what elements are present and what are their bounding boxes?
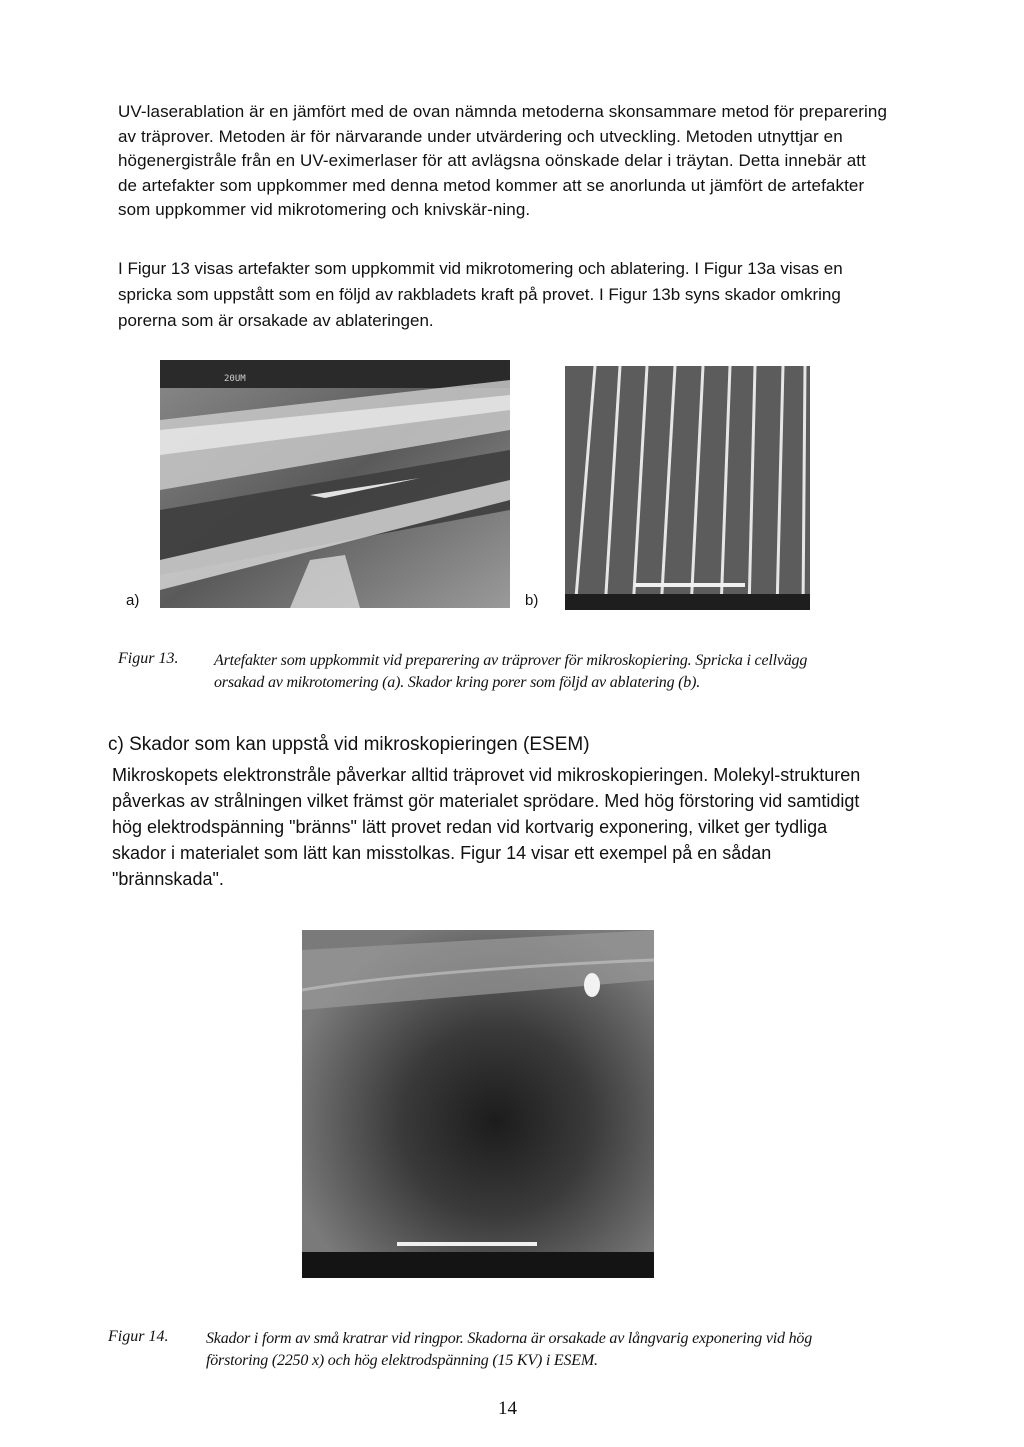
figure13-caption-text: Artefakter som uppkommit vid preparering av träprover för mikroskopiering. Spricka i cellvägg orsakad av mikrotomering (a). Skador kring porer som följd av ablatering (b). <box>214 652 808 691</box>
intro-paragraph: UV-laserablation är en jämfört med de ovan nämnda metoderna skonsammare metod för preparering av träprover. Metoden är för närvarande under utvärdering och utveckling. Metoden utnyttjar en högenergistråle från en UV-eximerlaser för att avlägsna oönskade delar i träytan. Detta innebär att de artefakter som uppkommer med denna metod kommer att se anorlunda ut jämfört de artefakter som uppkommer vid mikrotomering och knivskär-ning. <box>118 102 888 219</box>
figure13b-label: b) <box>525 592 539 609</box>
section-heading: c) Skador som kan uppstå vid mikroskopieringen (ESEM) <box>108 734 590 755</box>
figure14-caption-text: Skador i form av små kratrar vid ringpor. Skadorna är orsakade av långvarig exponering vid hög förstoring (2250 x) och hög elektrodspänning (15 KV) i ESEM. <box>206 1330 813 1369</box>
figure14-sem-image <box>302 930 654 1278</box>
figure13-caption-number: Figur 13. <box>118 650 179 667</box>
esem-damage-paragraph: Mikroskopets elektronstråle påverkar alltid träprovet vid mikroskopieringen. Molekyl-strukturen påverkas av strålningen vilket främst gör materialet sprödare. Med hög förstoring vid samtidigt hög elektrodspänning "bränns" lätt provet redan vid kortvarig exponering, vilket ger tydliga skador i materialet som lätt kan misstolkas. Figur 14 visar ett exempel på en sådan "brännskada". <box>112 765 861 889</box>
page-number: 14 <box>498 1398 517 1419</box>
figure13a-scale-label: 20UM <box>224 374 246 384</box>
figure13a-label: a) <box>126 592 140 609</box>
figure13a-sem-image <box>160 360 510 608</box>
figure13-reference-paragraph: I Figur 13 visas artefakter som uppkommit vid mikrotomering och ablatering. I Figur 13a visas en spricka som uppstått som en följd av rakbladets kraft på provet. I Figur 13b syns skador omkring porerna som är orsakade av ablateringen. <box>118 259 843 330</box>
figure13b-sem-image <box>565 366 810 610</box>
figure14-caption-number: Figur 14. <box>108 1328 169 1345</box>
